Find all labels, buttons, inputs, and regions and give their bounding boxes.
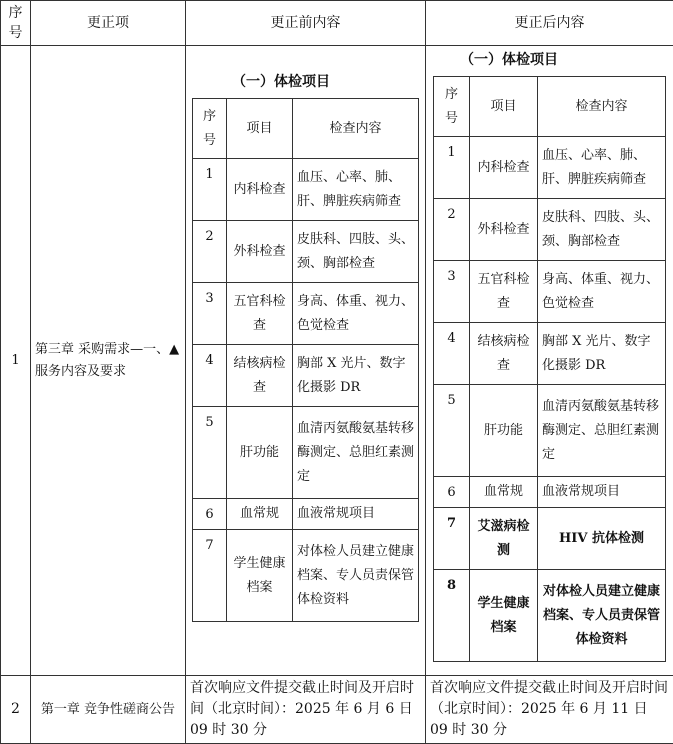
header-seq: 序号 xyxy=(1,1,31,46)
row2-after: 首次响应文件提交截止时间及开启时间（北京时间）：2025 年 6 月 11 日 09 时 30 分 xyxy=(426,676,673,744)
after-cell-seq: 8 xyxy=(434,570,470,662)
before-cell-project: 结核病检查 xyxy=(227,345,293,407)
row-1 xyxy=(1,46,673,676)
table-row xyxy=(434,385,666,477)
table-row xyxy=(193,159,419,221)
before-cell-project: 内科检查 xyxy=(227,159,293,221)
after-cell-seq: 4 xyxy=(434,323,470,385)
before-cell-content: 血液常规项目 xyxy=(293,499,419,530)
after-header-row xyxy=(434,77,666,137)
before-cell-project: 五官科检查 xyxy=(227,283,293,345)
after-cell-seq: 7 xyxy=(434,508,470,570)
after-cell-project: 肝功能 xyxy=(470,385,538,477)
before-header-row xyxy=(193,99,419,159)
header-row xyxy=(1,1,673,46)
after-cell-content: 血液常规项目 xyxy=(538,477,666,508)
table-row xyxy=(193,499,419,530)
after-title: （一）体检项目 xyxy=(460,50,673,70)
before-col-header: 项目 xyxy=(227,99,293,159)
header-after: 更正后内容 xyxy=(426,1,673,46)
table-row xyxy=(193,283,419,345)
after-cell-content: 血清丙氨酸氨基转移酶测定、总胆红素测定 xyxy=(538,385,666,477)
before-cell-seq: 6 xyxy=(193,499,227,530)
before-cell-project: 学生健康档案 xyxy=(227,530,293,622)
after-cell-project: 外科检查 xyxy=(470,199,538,261)
row1-before xyxy=(186,46,426,676)
after-cell-project: 内科检查 xyxy=(470,137,538,199)
after-cell-content: 对体检人员建立健康档案、专人员责保管体检资料 xyxy=(538,570,666,662)
table-row xyxy=(434,261,666,323)
after-cell-content: 皮肤科、四肢、头、颈、胸部检查 xyxy=(538,199,666,261)
after-cell-project: 结核病检查 xyxy=(470,323,538,385)
before-col-header: 序号 xyxy=(193,99,227,159)
table-row xyxy=(434,199,666,261)
row2-seq: 2 xyxy=(1,676,31,744)
row1-item: 第三章 采购需求—一、▲服务内容及要求 xyxy=(31,46,186,676)
before-cell-content: 皮肤科、四肢、头、颈、胸部检查 xyxy=(293,221,419,283)
after-col-header: 检查内容 xyxy=(538,77,666,137)
before-cell-content: 血压、心率、肺、肝、脾脏疾病筛查 xyxy=(293,159,419,221)
table-row xyxy=(193,407,419,499)
before-col-header: 检查内容 xyxy=(293,99,419,159)
before-cell-seq: 2 xyxy=(193,221,227,283)
before-cell-seq: 7 xyxy=(193,530,227,622)
after-cell-project: 血常规 xyxy=(470,477,538,508)
after-cell-content: 身高、体重、视力、色觉检查 xyxy=(538,261,666,323)
table-row xyxy=(193,530,419,622)
before-cell-project: 血常规 xyxy=(227,499,293,530)
before-cell-content: 身高、体重、视力、色觉检查 xyxy=(293,283,419,345)
table-row xyxy=(434,323,666,385)
table-row xyxy=(193,221,419,283)
after-cell-seq: 3 xyxy=(434,261,470,323)
before-exam-table xyxy=(192,98,419,622)
header-before: 更正前内容 xyxy=(186,1,426,46)
table-row xyxy=(434,137,666,199)
after-exam-table xyxy=(433,76,666,662)
before-cell-content: 胸部 X 光片、数字化摄影 DR xyxy=(293,345,419,407)
after-cell-project: 五官科检查 xyxy=(470,261,538,323)
before-cell-content: 血清丙氨酸氨基转移酶测定、总胆红素测定 xyxy=(293,407,419,499)
table-row xyxy=(434,477,666,508)
after-col-header: 序号 xyxy=(434,77,470,137)
before-cell-seq: 4 xyxy=(193,345,227,407)
after-cell-seq: 5 xyxy=(434,385,470,477)
table-row xyxy=(193,345,419,407)
after-cell-project: 艾滋病检测 xyxy=(470,508,538,570)
after-cell-content: 胸部 X 光片、数字化摄影 DR xyxy=(538,323,666,385)
after-cell-seq: 1 xyxy=(434,137,470,199)
table-row xyxy=(434,570,666,662)
before-cell-project: 肝功能 xyxy=(227,407,293,499)
before-cell-seq: 1 xyxy=(193,159,227,221)
after-cell-project: 学生健康档案 xyxy=(470,570,538,662)
before-title: （一）体检项目 xyxy=(226,72,425,92)
after-col-header: 项目 xyxy=(470,77,538,137)
after-cell-seq: 6 xyxy=(434,477,470,508)
row1-after xyxy=(426,46,673,676)
after-cell-content: 血压、心率、肺、肝、脾脏疾病筛查 xyxy=(538,137,666,199)
before-cell-project: 外科检查 xyxy=(227,221,293,283)
before-cell-seq: 3 xyxy=(193,283,227,345)
after-cell-content: HIV 抗体检测 xyxy=(538,508,666,570)
row2-before: 首次响应文件提交截止时间及开启时间（北京时间）：2025 年 6 月 6 日 09 时 30 分 xyxy=(186,676,426,744)
row-2 xyxy=(1,676,673,744)
before-cell-content: 对体检人员建立健康档案、专人员责保管体检资料 xyxy=(293,530,419,622)
row2-item: 第一章 竞争性磋商公告 xyxy=(31,676,186,744)
row1-seq: 1 xyxy=(1,46,31,676)
table-row xyxy=(434,508,666,570)
header-item: 更正项 xyxy=(31,1,186,46)
before-cell-seq: 5 xyxy=(193,407,227,499)
after-cell-seq: 2 xyxy=(434,199,470,261)
